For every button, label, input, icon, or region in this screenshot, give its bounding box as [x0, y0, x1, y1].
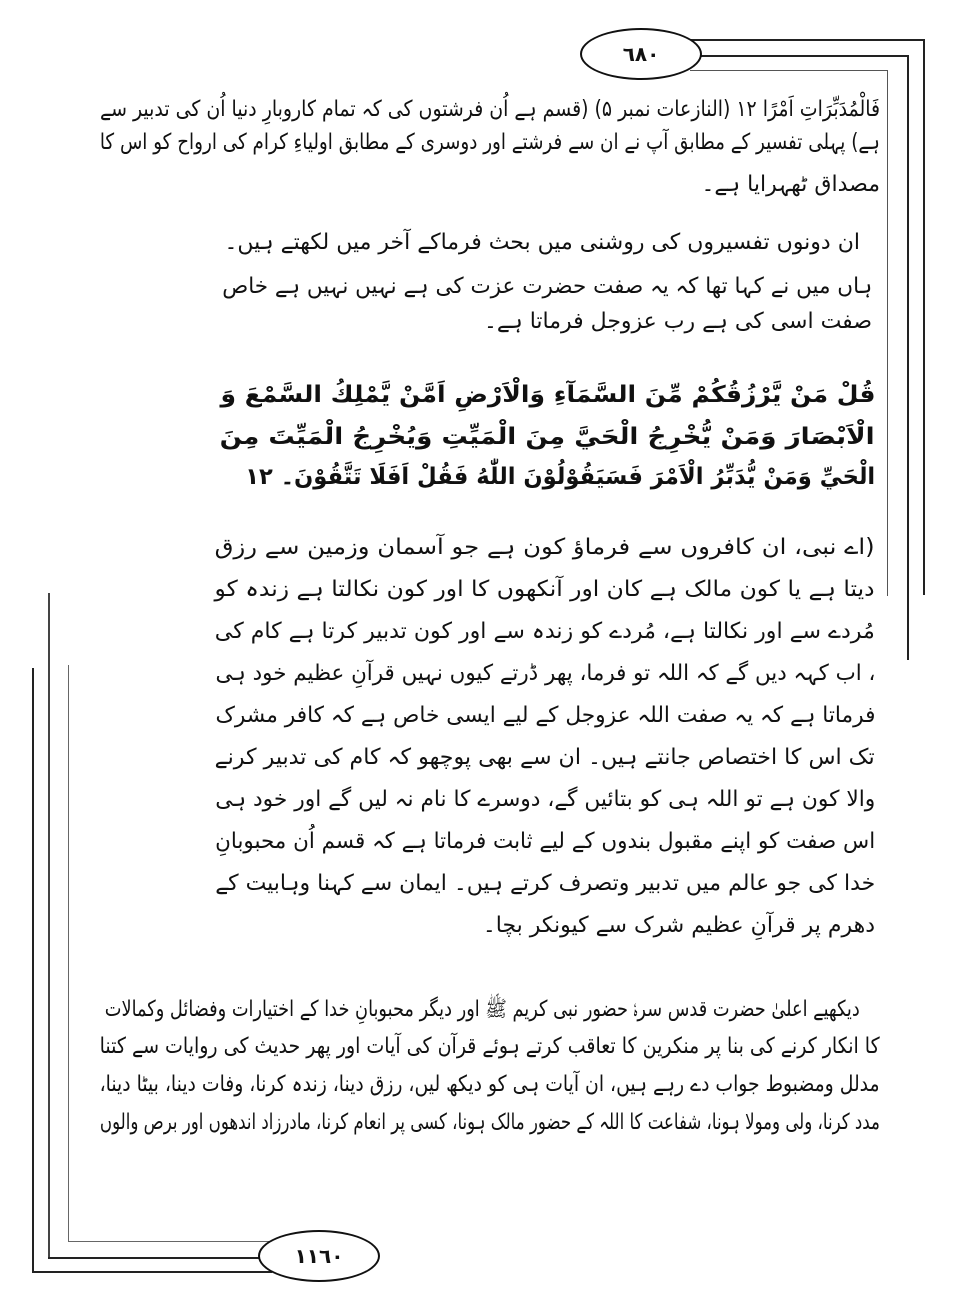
translation-line: مُردے سے اور نکالتا ہے، مُردے کو زندہ سے اور کون تدبیر کرتا ہے کام کی: [214, 619, 875, 644]
translation-line: (اے نبی، ان کافروں سے فرماؤ کون ہے جو آسمان وزمین سے رزق: [215, 535, 875, 560]
frame-line: [907, 55, 909, 660]
text-line: کا انکار کرنے کی بنا پر منکرین کا تعاقب کرتے ہوئے قرآن کی آیات اور پھر حدیث کی روایات سے کتنا: [100, 1034, 880, 1059]
translation-line: دھرم پر قرآنِ عظیم شرک سے کیونکر بچا۔: [482, 913, 875, 938]
frame-line: [923, 39, 925, 595]
translation-line: ، اب کہہ دیں گے کہ اللہ تو فرما، پھر ڈرتے کیوں نہیں قرآنِ عظیم خود ہی: [215, 661, 875, 686]
text-line: مدد کرنا، ولی ومولا ہونا، شفاعت کا اللہ کے حضور مالک ہونا، کسی پر انعام کرنا، مادرزاد اندھوں اور برص والوں: [100, 1110, 880, 1135]
translation-line: اس صفت کو اپنے مقبول بندوں کے لیے ثابت فرماتا ہے کہ قسم اُن محبوبانِ: [215, 829, 875, 854]
translation-line: والا کون ہے تو اللہ ہی کو بتائیں گے، دوسرے کا نام نہ لیں گے اور خود ہی: [215, 787, 875, 812]
bottom-page-number: ١١٦٠: [258, 1230, 380, 1282]
frame-line: [690, 39, 924, 41]
frame-line: [68, 1241, 272, 1242]
frame-line: [48, 593, 50, 1258]
frame-line: [68, 665, 69, 1242]
quote-line: ہاں میں نے کہا تھا کہ یہ صفت حضرت عزت کی ہے نہیں نہیں ہے خاص: [222, 274, 872, 299]
frame-line: [32, 668, 34, 1273]
translation-line: دیتا ہے یا کون مالک ہے کان اور آنکھوں کا اور کون نکالتا ہے زندہ کو: [214, 577, 875, 602]
quran-verse-line: الْحَيِّ وَمَنْ يُّدَبِّرُ الْاَمْرَ فَسَيَقُوْلُوْنَ اللّٰهُ فَقُلْ اَفَلَا تَتَّقُوْنَ۔ ١٢: [245, 464, 876, 490]
translation-line: تک اس کا اختصاص جانتے ہیں۔ ان سے بھی پوچھو کہ کام کی تدبیر کرنے: [215, 745, 875, 770]
frame-line: [32, 1271, 272, 1273]
text-line: ان دونوں تفسیروں کی روشنی میں بحث فرماکے آخر میں لکھتے ہیں۔: [224, 230, 860, 255]
text-line: ہے) پہلی تفسیر کے مطابق آپ نے ان سے فرشتے اور دوسری کے مطابق اولیاءِ کرام کی ارواح کو اس کا: [100, 130, 880, 155]
frame-line: [48, 1257, 272, 1259]
translation-line: فرماتا ہے کہ یہ صفت اللہ عزوجل کے لیے ایسی خاص ہے کہ کافر مشرک: [215, 703, 875, 728]
frame-line: [887, 70, 888, 596]
translation-line: خدا کی جو عالم میں تدبیر وتصرف کرتے ہیں۔ ایمان سے کہنا وہابیت کے: [215, 871, 875, 896]
text-line: مدلل ومضبوط جواب دے رہے ہیں، ان آیات ہی کو دیکھ لیں، رزق دینا، زندہ کرنا، وفات دینا، بیٹا دینا،: [100, 1072, 880, 1097]
top-page-number: ٦٨٠: [580, 28, 702, 80]
text-line: دیکھیے اعلیٰ حضرت قدس سرہٗ حضور نبی کریم ﷺ اور دیگر محبوبانِ خدا کے اختیارات وفضائل وکمالات: [105, 997, 860, 1022]
quran-verse-line: الْاَبْصَارَ وَمَنْ يُّخْرِجُ الْحَيَّ مِنَ الْمَيِّتِ وَيُخْرِجُ الْمَيِّتَ مِنَ: [220, 424, 875, 450]
quran-verse-line: قُلْ مَنْ يَّرْزُقُكُمْ مِّنَ السَّمَآءِ وَالْاَرْضِ اَمَّنْ يَّمْلِكُ السَّمْعَ وَ: [220, 382, 875, 408]
text-line: فَالْمُدَبِّرَاتِ اَمْرًا ١٢ (النازعات نمبر ۵) (قسم ہے اُن فرشتوں کی کہ تمام کاروبارِ دنیا اُن کی تدبیر سے: [100, 97, 880, 122]
text-line: مصداق ٹھہرایا ہے۔: [701, 172, 880, 197]
frame-line: [690, 55, 908, 57]
quote-line: صفت اسی کی ہے رب عزوجل فرماتا ہے۔: [484, 309, 872, 334]
frame-line: [690, 70, 888, 71]
